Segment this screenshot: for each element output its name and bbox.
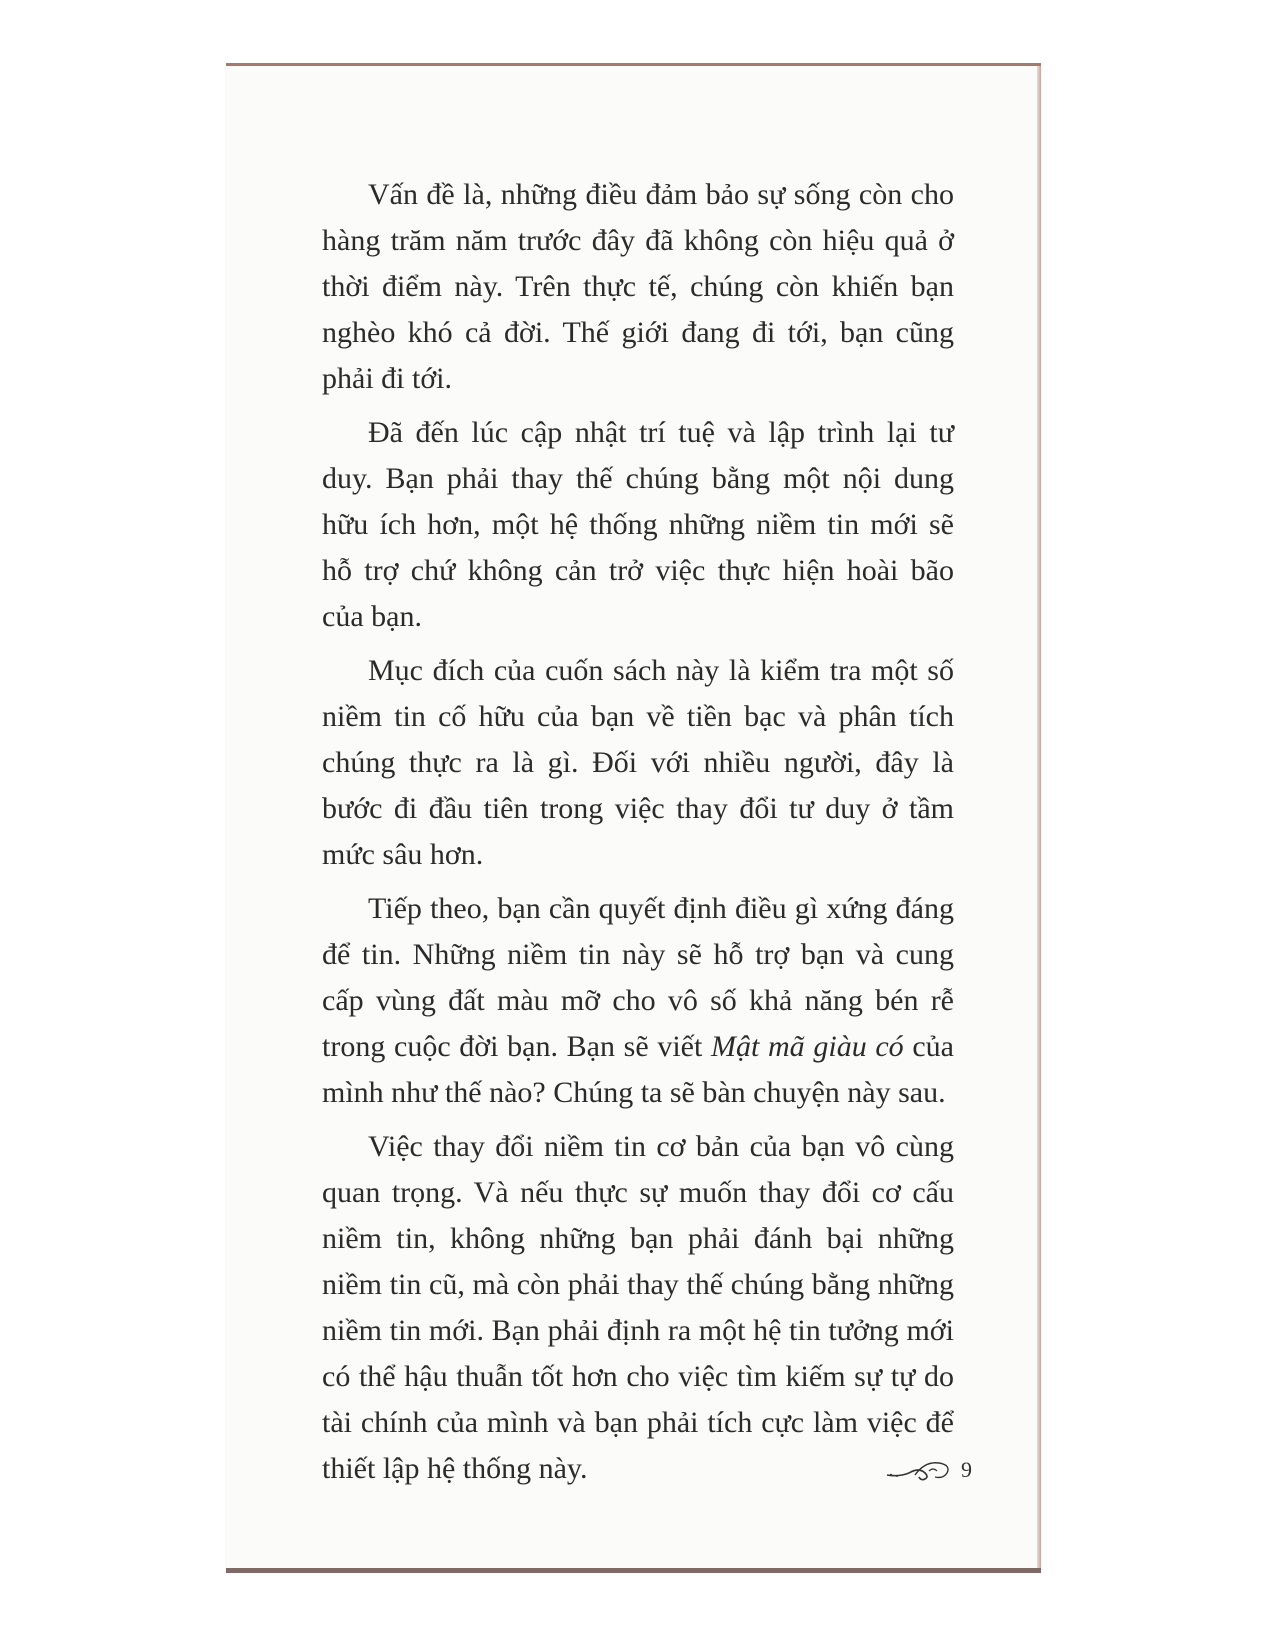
paragraph-2 xyxy=(322,410,954,640)
page-footer xyxy=(885,1450,972,1490)
paragraph-4-text-b: của mình như thế nào? Chúng ta sẽ bàn chuyện này sau. xyxy=(322,1030,954,1109)
paragraph-5 xyxy=(322,1124,954,1492)
flourish-ornament-icon xyxy=(885,1455,957,1485)
body-text xyxy=(322,172,954,1500)
page-bottom-edge xyxy=(226,1568,1041,1573)
paragraph-4-text-a: Tiếp theo, bạn cần quyết định điều gì xứng đáng để tin. Những niềm tin này sẽ hỗ trợ bạn và cung cấp vùng đất màu mỡ cho vô số khả năng bén rễ trong cuộc đời bạn. Bạn sẽ viết xyxy=(322,892,954,1063)
paragraph-1-text: Vấn đề là, những điều đảm bảo sự sống còn cho hàng trăm năm trước đây đã không còn hiệu quả ở thời điểm này. Trên thực tế, chúng còn khiến bạn nghèo khó cả đời. Thế giới đang đi tới, bạn cũng phải đi tới. xyxy=(322,178,954,395)
book-title-italic: Mật mã giàu có xyxy=(711,1030,904,1063)
page-number: 9 xyxy=(961,1457,972,1482)
paragraph-5-text: Việc thay đổi niềm tin cơ bản của bạn vô cùng quan trọng. Và nếu thực sự muốn thay đổi cơ cấu niềm tin, không những bạn phải đánh bại những niềm tin cũ, mà còn phải thay thế chúng bằng những niềm tin mới. Bạn phải định ra một hệ tin tưởng mới có thể hậu thuẫn tốt hơn cho việc tìm kiếm sự tự do tài chính của mình và bạn phải tích cực làm việc để thiết lập hệ thống này. xyxy=(322,1130,954,1485)
page-right-edge xyxy=(1037,66,1041,1572)
paragraph-2-text: Đã đến lúc cập nhật trí tuệ và lập trình lại tư duy. Bạn phải thay thế chúng bằng một nội dung hữu ích hơn, một hệ thống những niềm tin mới sẽ hỗ trợ chứ không cản trở việc thực hiện hoài bão của bạn. xyxy=(322,416,954,633)
paragraph-3 xyxy=(322,648,954,878)
paragraph-4 xyxy=(322,886,954,1116)
paragraph-3-text: Mục đích của cuốn sách này là kiểm tra một số niềm tin cố hữu của bạn về tiền bạc và phân tích chúng thực ra là gì. Đối với nhiều người, đây là bước đi đầu tiên trong việc thay đổi tư duy ở tầm mức sâu hơn. xyxy=(322,654,954,871)
paragraph-1 xyxy=(322,172,954,402)
